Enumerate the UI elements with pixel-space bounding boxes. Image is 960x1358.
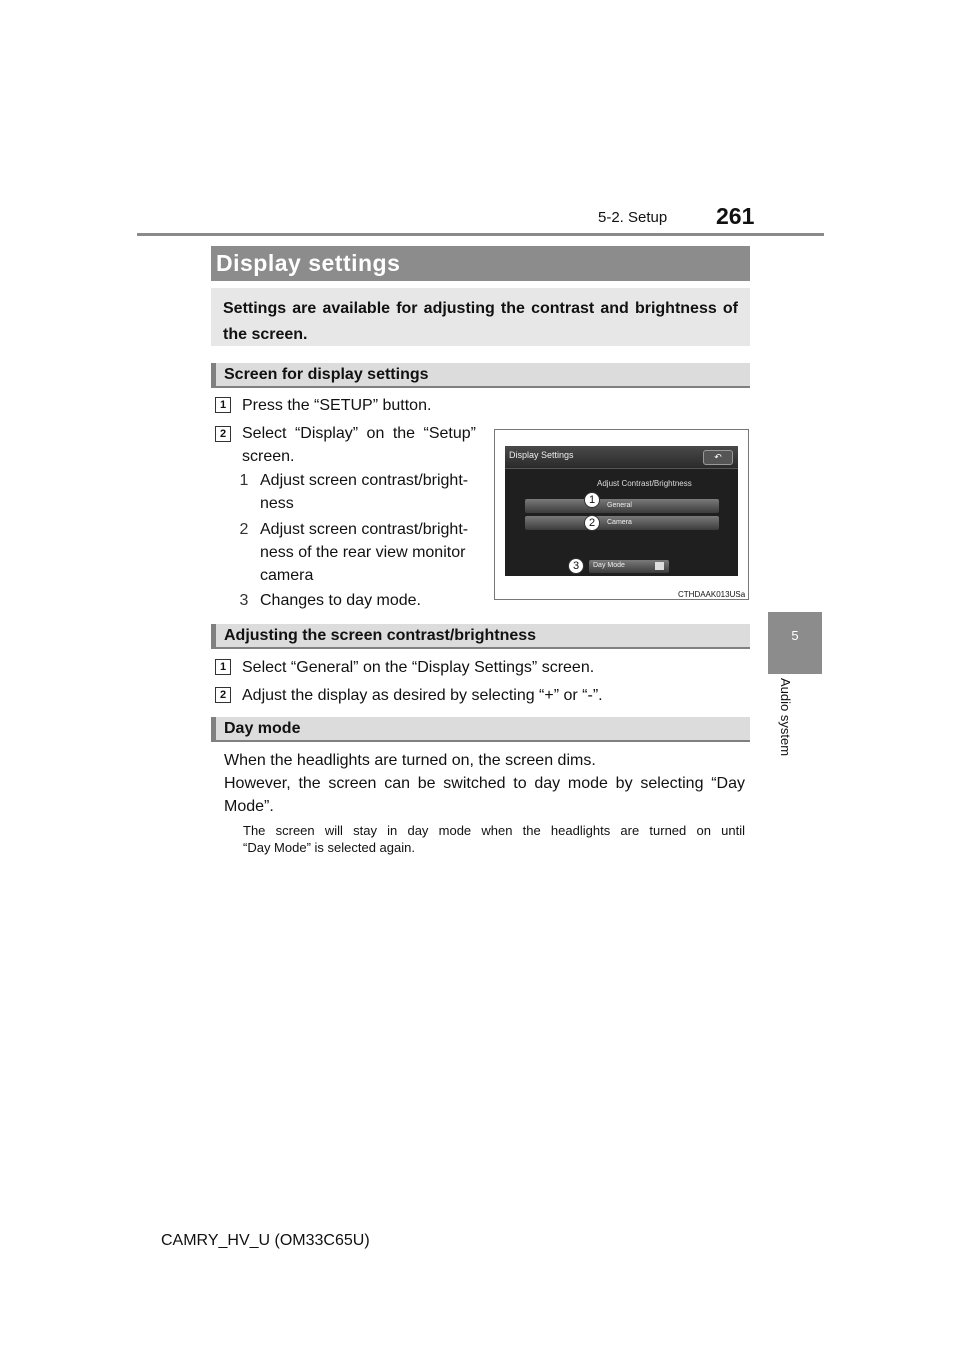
callout-text: Adjust screen contrast/bright-	[260, 521, 469, 538]
back-icon: ↶	[703, 450, 733, 465]
note-line: The screen will stay in day mode when the headlights are turned on until	[243, 823, 745, 838]
footer-model-code: CAMRY_HV_U (OM33C65U)	[161, 1232, 370, 1249]
step-badge: 1	[215, 397, 231, 413]
intro-box: Settings are available for adjusting the contrast and brightness of the screen.	[211, 288, 750, 346]
day-mode-button-label: Day Mode	[593, 562, 625, 569]
screen-title: Display Settings	[509, 450, 574, 460]
note-line: “Day Mode” is selected again.	[243, 840, 415, 855]
screen-subtitle: Adjust Contrast/Brightness	[597, 479, 692, 488]
callout-text: ness	[260, 495, 294, 512]
marker-3: 3	[568, 558, 584, 574]
step-text: Select “Display” on the “Setup”	[242, 425, 476, 442]
callout-text: Changes to day mode.	[260, 592, 421, 609]
chapter-tab	[768, 612, 822, 674]
step-badge: 2	[215, 426, 231, 442]
general-button-label: General	[607, 502, 632, 509]
step-text: Adjust the display as desired by selecting “+” or “-”.	[242, 687, 603, 704]
section-heading-day-mode: Day mode	[211, 717, 750, 742]
header-rule	[137, 233, 824, 236]
section-heading-adjust: Adjusting the screen contrast/brightness	[211, 624, 750, 649]
paragraph-line: When the headlights are turned on, the screen dims.	[224, 752, 596, 769]
page-number: 261	[716, 203, 755, 229]
display-settings-screenshot	[505, 446, 738, 576]
section-heading-screen: Screen for display settings	[211, 363, 750, 388]
camera-button-label: Camera	[607, 519, 632, 526]
callout-text: camera	[260, 567, 314, 584]
marker-2: 2	[584, 515, 600, 531]
step-text: Select “General” on the “Display Settings” screen.	[242, 659, 595, 676]
callout-text: Adjust screen contrast/bright-	[260, 472, 469, 489]
paragraph-line: Mode”.	[224, 798, 274, 815]
page-title: Display settings	[216, 250, 401, 276]
step-badge: 2	[215, 687, 231, 703]
callout-number: 1	[239, 472, 249, 489]
callout-text: ness of the rear view monitor	[260, 544, 466, 561]
figure-caption: CTHDAAK013USa	[678, 590, 746, 599]
step-badge: 1	[215, 659, 231, 675]
chapter-title: Audio system	[778, 678, 793, 757]
marker-1: 1	[584, 492, 600, 508]
callout-number: 2	[239, 521, 249, 538]
day-mode-indicator	[655, 562, 664, 570]
section-label: 5-2. Setup	[598, 209, 668, 226]
step-text: Press the “SETUP” button.	[242, 397, 432, 414]
step-text-cont: screen.	[242, 448, 295, 465]
chapter-number: 5	[791, 628, 799, 643]
callout-number: 3	[239, 592, 249, 609]
paragraph-line: However, the screen can be switched to day mode by selecting “Day	[224, 775, 745, 792]
